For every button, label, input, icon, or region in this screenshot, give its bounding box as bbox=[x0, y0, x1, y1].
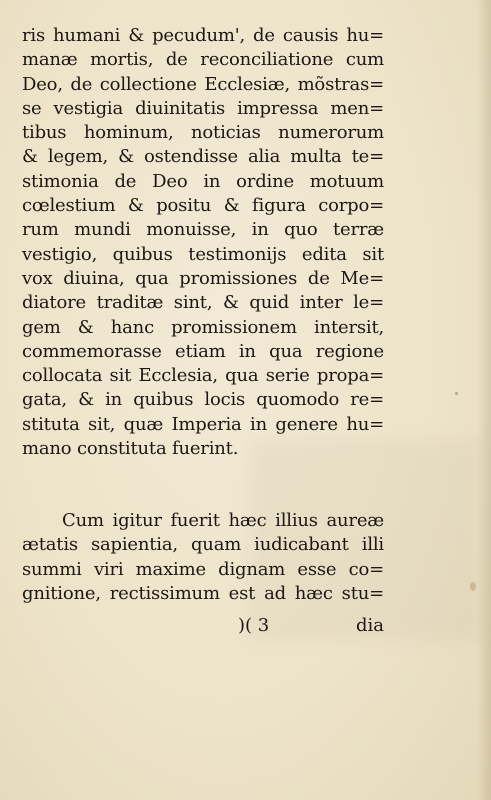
text-line: diatore traditæ sint, & quid inter le= bbox=[22, 292, 384, 314]
text-line: Cum igitur fuerit hæc illius aureæ bbox=[62, 510, 384, 531]
text-line: cœlestium & positu & figura corpo= bbox=[22, 195, 384, 217]
text-line: rum mundi monuisse, in quo terræ bbox=[22, 219, 384, 241]
text-line: Deo, de collectione Ecclesiæ, mõstras= bbox=[22, 73, 384, 95]
text-line: collocata sit Ecclesia, qua serie propa= bbox=[22, 365, 384, 387]
text-line: ætatis sapientia, quam iudicabant illi bbox=[22, 534, 384, 556]
text-line: gem & hanc promissionem intersit, bbox=[22, 316, 384, 338]
text-line: gnitione, rectissimum est ad hæc stu= bbox=[22, 582, 384, 604]
text-line: & legem, & ostendisse alia multa te= bbox=[22, 146, 384, 168]
paragraph-2 bbox=[62, 509, 384, 533]
text-line: gata, & in quibus locis quomodo re= bbox=[22, 389, 384, 411]
text-line: stimonia de Deo in ordine motuum bbox=[22, 170, 384, 192]
text-line: commemorasse etiam in qua regione bbox=[22, 340, 384, 362]
text-line: vestigio, quibus testimonijs edita sit bbox=[22, 243, 384, 265]
page-edge-shadow bbox=[477, 0, 491, 800]
paragraph-1 bbox=[22, 24, 384, 461]
catchword: dia bbox=[355, 615, 384, 636]
text-line: mano constituta fuerint. bbox=[22, 438, 239, 460]
text-line: manæ mortis, de reconciliatione cum bbox=[22, 49, 384, 71]
signature-mark: )( 3 bbox=[238, 615, 270, 636]
text-line: summi viri maxime dignam esse co= bbox=[22, 558, 384, 580]
text-line: se vestigia diuinitatis impressa men= bbox=[22, 97, 384, 119]
paragraph-2-continued bbox=[22, 533, 384, 606]
paper-stain bbox=[470, 582, 476, 591]
text-line: vox diuina, qua promissiones de Me= bbox=[22, 267, 384, 289]
text-line: ris humani & pecudum', de causis hu= bbox=[22, 25, 384, 46]
text-line: stituta sit, quæ Imperia in genere hu= bbox=[22, 413, 384, 435]
text-line: tibus hominum, noticias numerorum bbox=[22, 122, 384, 144]
page-footer bbox=[238, 615, 384, 639]
paper-speck bbox=[455, 392, 458, 395]
